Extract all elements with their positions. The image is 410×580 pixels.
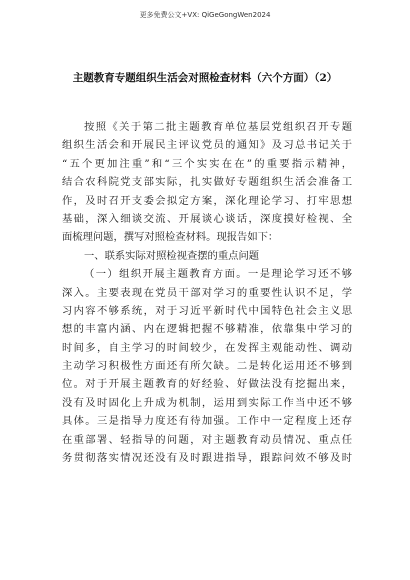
section-line: 想的丰富内涵、内在逻辑把握不够精准，依靠集中学习的 <box>62 323 352 336</box>
paragraph-line: 面梳理问题，撰写对照检查材料。现报告如下： <box>62 231 279 244</box>
section-line: 没有及时固化上升成为机制，运用到实际工作当中还不够 <box>62 396 352 409</box>
paragraph-line: 结合农科院党支部实际，扎实做好专题组织生活会准备工 <box>62 176 352 189</box>
section-line: 在重部署、轻指导的问题，对主题教育动员情况、重点任 <box>62 433 352 446</box>
section-line: 习内容不够系统，对于习近平新时代中国特色社会主义思 <box>62 304 352 317</box>
section-heading: 一、联系实际对照检视查摆的重点问题 <box>84 249 260 262</box>
paragraph-line: “五个更加注重”和“三个实实在在”的重要指示精神， <box>62 157 352 170</box>
section-line: 务贯彻落实情况还没有及时跟进指导，跟踪问效不够及时 <box>62 452 352 465</box>
section-line: 主动学习积极性方面还有所欠缺。二是转化运用还不够到 <box>62 360 352 373</box>
header-note: 更多免费公文+VX: QiGeGongWen2024 <box>139 11 271 19</box>
section-line: （一）组织开展主题教育方面。一是理论学习还不够 <box>84 268 352 281</box>
paragraph-line: 作，及时召开支委会拟定方案，深化理论学习、打牢思想 <box>62 194 352 207</box>
section-line: 位。对于开展主题教育的好经验、好做法没有挖掘出来， <box>62 378 352 391</box>
paragraph-line: 组织生活会和开展民主评议党员的通知》及习总书记关于 <box>62 139 352 152</box>
section-line: 时间多，自主学习的时间较少，在发挥主观能动性、调动 <box>62 341 352 354</box>
paragraph-line: 按照《关于第二批主题教育单位基层党组织召开专题 <box>84 121 352 133</box>
document-body <box>62 118 352 467</box>
section-line: 深入。主要表现在党员干部对学习的重要性认识不足，学 <box>62 286 352 299</box>
document-title: 主题教育专题组织生活会对照检查材料（六个方面）（2） <box>72 72 338 84</box>
paragraph-line: 基础，深入细谈交流、开展谈心谈话，深度摸好检视、全 <box>62 212 352 225</box>
section-line: 具体。三是指导力度还有待加强。工作中一定程度上还存 <box>62 415 352 428</box>
